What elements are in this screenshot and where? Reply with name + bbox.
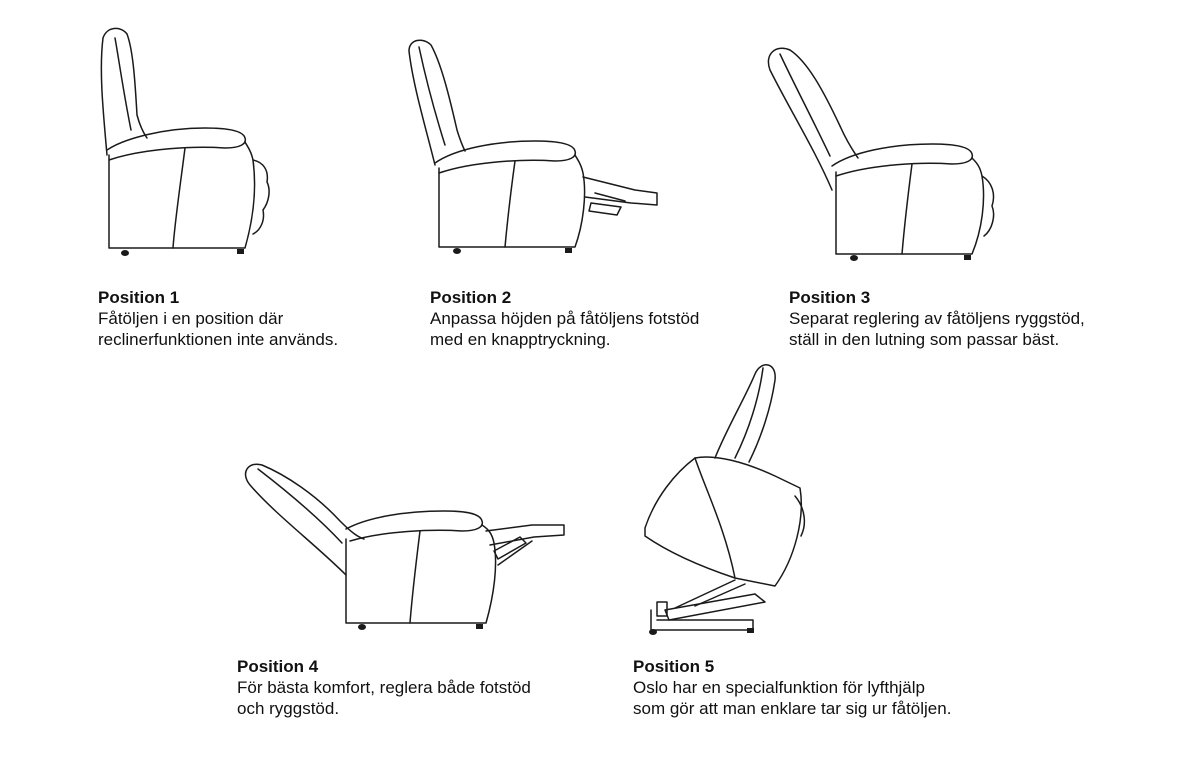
chair-backrest-reclined-icon — [760, 40, 1000, 270]
chair-footrest-raised-icon — [395, 35, 665, 260]
position-2-line-2: med en knapptryckning. — [430, 330, 611, 349]
position-5-line-1: Oslo har en specialfunktion för lyfthjälp — [633, 678, 925, 697]
position-4-title: Position 4 — [237, 657, 319, 676]
position-2-title: Position 2 — [430, 288, 512, 307]
position-3-line-2: ställ in den lutning som passar bäst. — [789, 330, 1060, 349]
chair-fully-reclined-icon — [236, 455, 571, 635]
chair-upright-icon — [85, 20, 285, 265]
chair-lift-assist-icon — [635, 358, 815, 638]
position-5-caption — [633, 656, 993, 719]
position-2-line-1: Anpassa höjden på fåtöljens fotstöd — [430, 309, 700, 328]
position-1-line-1: Fåtöljen i en position där — [98, 309, 284, 328]
position-4-line-2: och ryggstöd. — [237, 699, 340, 718]
position-5-line-2: som gör att man enklare tar sig ur fåtöljen. — [633, 699, 952, 718]
position-3-title: Position 3 — [789, 288, 871, 307]
position-1-title: Position 1 — [98, 288, 180, 307]
position-1-caption — [98, 287, 458, 350]
position-2-caption — [430, 287, 790, 350]
position-3-line-1: Separat reglering av fåtöljens ryggstöd, — [789, 309, 1085, 328]
position-1-line-2: reclinerfunktionen inte används. — [98, 330, 339, 349]
position-5-title: Position 5 — [633, 657, 715, 676]
position-4-line-1: För bästa komfort, reglera både fotstöd — [237, 678, 531, 697]
position-3-caption — [789, 287, 1149, 350]
position-4-caption — [237, 656, 597, 719]
